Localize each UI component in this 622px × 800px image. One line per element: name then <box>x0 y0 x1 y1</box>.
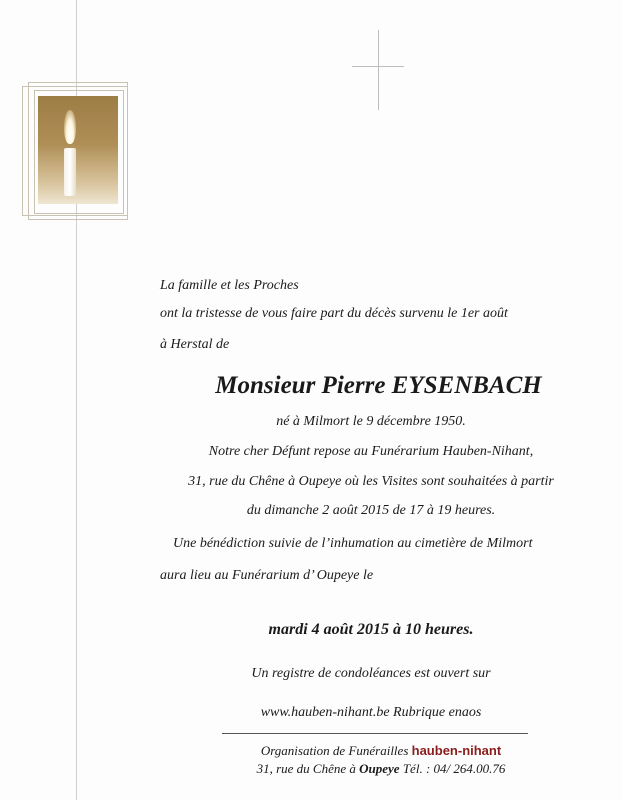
candle-background <box>38 96 118 204</box>
register-line: Un registre de condoléances est ouvert sur <box>251 666 491 681</box>
deceased-name: Monsieur Pierre EYSENBACH <box>215 372 542 399</box>
footer-organisation <box>0 743 622 758</box>
ceremony-datetime: mardi 4 août 2015 à 10 heures. <box>268 621 474 638</box>
intro-line-1: La famille et les Proches <box>160 278 299 293</box>
cross-icon-vertical <box>378 30 379 110</box>
blessing-line-1: Une bénédiction suivie de l’inhumation au cimetière de Milmort <box>173 536 533 551</box>
brand-logo: hauben-nihant <box>411 743 502 758</box>
candle-icon <box>64 148 76 196</box>
address-city: Oupeye <box>359 761 400 776</box>
footer-address <box>0 761 622 776</box>
org-label: Organisation de Funérailles <box>260 743 412 758</box>
address-prefix: 31, rue du Chêne à <box>256 761 360 776</box>
repose-line-1: Notre cher Défunt repose au Funérarium Hauben-Nihant, <box>208 444 534 459</box>
intro-line-2: ont la tristesse de vous faire part du décès survenu le 1er août <box>160 306 508 321</box>
intro-line-3: à Herstal de <box>160 337 230 352</box>
blessing-line-2: aura lieu au Funérarium d’ Oupeye le <box>160 568 374 583</box>
repose-line-3: du dimanche 2 août 2015 de 17 à 19 heures. <box>246 503 496 518</box>
birth-line: né à Milmort le 9 décembre 1950. <box>276 414 466 429</box>
footer-separator <box>222 733 528 734</box>
candle-flame-icon <box>64 110 76 144</box>
repose-line-2: 31, rue du Chêne à Oupeye où les Visites sont souhaitées à partir <box>188 474 554 489</box>
cross-icon-horizontal <box>352 66 404 67</box>
website-line: www.hauben-nihant.be Rubrique enaos <box>260 705 482 720</box>
address-phone: Tél. : 04/ 264.00.76 <box>399 761 506 776</box>
